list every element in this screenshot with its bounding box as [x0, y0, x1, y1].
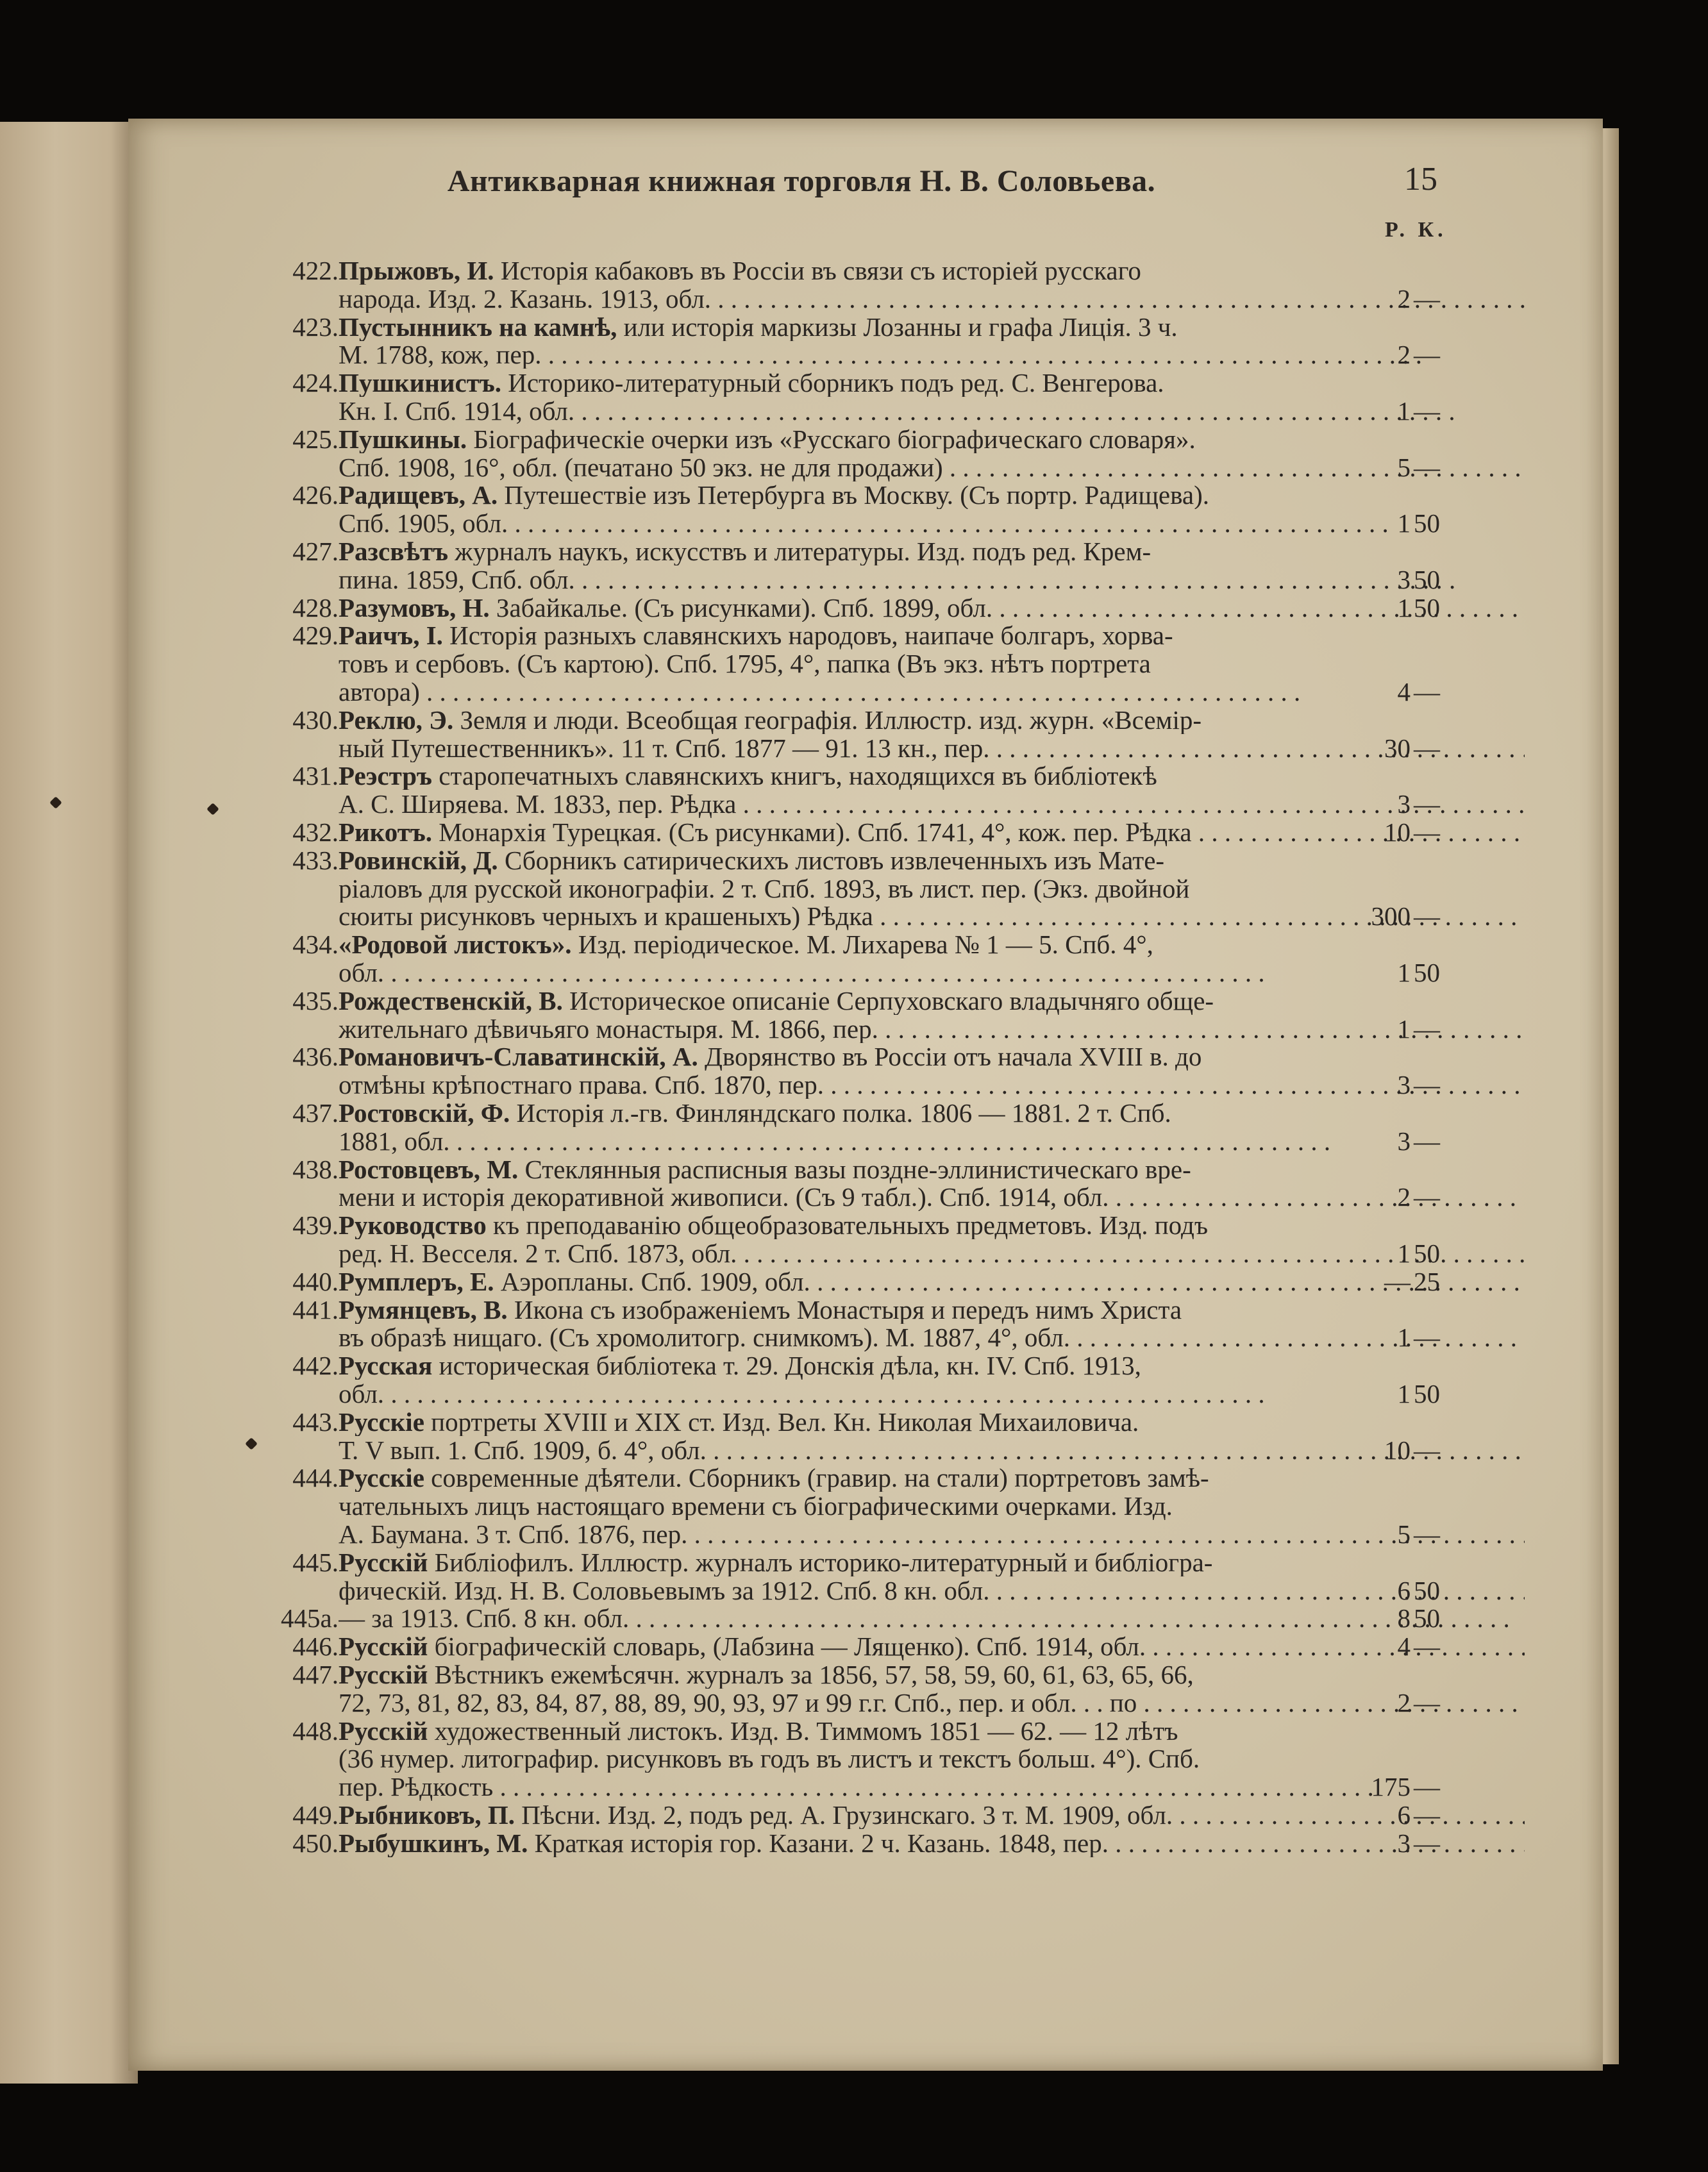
entry-text [339, 1071, 1525, 1099]
entry-description: Путешествіе изъ Петербурга въ Москву. (Съ портр. Радищева). [498, 481, 1210, 510]
entry-number: 429. [292, 621, 339, 651]
price-rubles: 1 [1397, 1379, 1411, 1408]
entry-description: обл. [339, 958, 385, 987]
entry-description: въ образѣ нищаго. (Съ хромолитогр. снимкомъ). М. 1887, 4°, обл. [339, 1323, 1070, 1352]
entry-text [339, 1155, 1570, 1183]
entry-line [256, 1492, 1475, 1520]
entry-text [339, 1548, 1570, 1576]
entry-title: Радищевъ, А. [339, 481, 498, 510]
entry-text [339, 1801, 1525, 1829]
entry-description: Пѣсни. Изд. 2, подъ ред. А. Грузинскаго. 3 т. М. 1909, обл. [515, 1801, 1173, 1829]
entry-description: Біографическіе очерки изъ «Русскаго біографическаго словаря». [467, 424, 1196, 453]
price-kopecks: — [1414, 677, 1440, 706]
entry-description: къ преподаванію общеобразовательныхъ предметовъ. Изд. подъ [486, 1211, 1209, 1240]
entry-description: ред. Н. Весселя. 2 т. Спб. 1873, обл. [339, 1239, 737, 1267]
entry-number: 435. [292, 985, 339, 1015]
entry-description: Икона съ изображеніемъ Монастыря и передъ нимъ Христа [507, 1295, 1182, 1324]
entry-text [339, 1604, 1525, 1632]
entry-line [256, 1548, 1475, 1576]
price-rubles: 2 [1397, 340, 1411, 370]
entry-title: Рождественскій, В. [339, 986, 563, 1015]
entry-number: 440. [292, 1266, 339, 1296]
entry-line [256, 958, 1475, 987]
entry-description: портреты XVIII и XIX ст. Изд. Вел. Кн. Николая Михаиловича. [424, 1407, 1139, 1436]
entry-number: 446. [292, 1632, 339, 1662]
entry-number: 430. [292, 705, 339, 735]
price-kopecks: 25 [1414, 1266, 1440, 1296]
entry-text [339, 1773, 1525, 1801]
entry-line [256, 1351, 1475, 1380]
entry-text [339, 1660, 1570, 1689]
price-kopecks: — [1414, 817, 1440, 847]
entry-text [339, 340, 1525, 369]
entry-description: народа. Изд. 2. Казань. 1913, обл. [339, 284, 712, 313]
entry-text [339, 874, 1570, 903]
entry-number: 424. [292, 368, 339, 398]
entry-number: 441. [292, 1294, 339, 1324]
entry-description: Забайкалье. (Съ рисунками). Спб. 1899, обл. [489, 593, 993, 622]
entry-text [339, 1829, 1525, 1857]
entry-text [339, 509, 1525, 537]
entry-description: фическій. Изд. Н. В. Соловьевымъ за 1912. Спб. 8 кн. обл. [339, 1576, 990, 1605]
entry-title: Романовичъ-Славатинскій, А. [339, 1042, 698, 1071]
entry-line [256, 1183, 1475, 1211]
price-kopecks: — [1414, 1014, 1440, 1044]
entry-text [339, 649, 1570, 678]
price-kopecks: 50 [1414, 508, 1440, 539]
entry-number: 449. [292, 1800, 339, 1830]
entry-line [256, 1717, 1475, 1745]
entry-text [339, 1380, 1525, 1408]
entry-title: Рыбниковъ, П. [339, 1801, 515, 1829]
entry-text [339, 678, 1525, 706]
entry-description: Библіофилъ. Иллюстр. журналъ историко-литературный и библіогра- [428, 1548, 1213, 1576]
entry-line [256, 1464, 1475, 1492]
price-rubles: 3 [1397, 1828, 1411, 1858]
entry-text [339, 1267, 1525, 1296]
page-number: 15 [1404, 161, 1437, 197]
entry-number: 437. [292, 1098, 339, 1128]
entry-title: Разсвѣтъ [339, 537, 449, 565]
entry-text [339, 1717, 1570, 1745]
price-kopecks: — [1414, 396, 1440, 426]
entry-description: Стеклянныя расписныя вазы поздне-эллинистическаго вре- [518, 1155, 1191, 1183]
entry-number: 438. [292, 1154, 339, 1184]
entry-line [256, 649, 1475, 678]
price-column-heading: Р. К. [1385, 218, 1447, 242]
entry-description: чательныхъ лицъ настоящаго времени съ біографическими очерками. Изд. [339, 1492, 1173, 1521]
entry-text [339, 256, 1570, 285]
entry-number: 442. [292, 1351, 339, 1381]
price-kopecks: 50 [1414, 592, 1440, 622]
entry-title: Ростовцевъ, М. [339, 1155, 519, 1183]
entry-description: историческая библіотека т. 29. Донскія дѣла, кн. IV. Спб. 1913, [432, 1351, 1141, 1380]
price-rubles: 2 [1397, 1687, 1411, 1717]
running-head-title: Антикварная книжная торговля Н. В. Соловьева. [447, 164, 1156, 198]
price-rubles: 3 [1397, 1126, 1411, 1156]
entry-text [339, 1099, 1570, 1127]
price-kopecks: 50 [1414, 564, 1440, 594]
entry-text [339, 313, 1570, 341]
price-kopecks: — [1414, 283, 1440, 313]
entry-description: обл. [339, 1380, 385, 1408]
entry-line [256, 1773, 1475, 1801]
price-rubles: 2 [1397, 1182, 1411, 1212]
entry-title: Разумовъ, Н. [339, 593, 490, 622]
entry-line [256, 397, 1475, 425]
entry-title: Русскіе [339, 1464, 424, 1492]
entry-title: Русскій [339, 1548, 428, 1576]
entry-description: пер. Рѣдкость [339, 1773, 494, 1801]
entry-line [256, 537, 1475, 565]
entry-text [339, 1408, 1570, 1436]
entry-line [256, 1829, 1475, 1857]
entry-description: Спб. 1905, обл. [339, 509, 508, 538]
entry-title: Румплеръ, Е. [339, 1267, 494, 1296]
price-kopecks: — [1414, 1126, 1440, 1156]
entry-line [256, 285, 1475, 313]
entry-description: жительнаго дѣвичьяго монастыря. М. 1866, пер. [339, 1014, 878, 1043]
entry-number: 431. [292, 761, 339, 791]
entry-text [339, 397, 1525, 425]
entry-description: Спб. 1908, 16°, обл. (печатано 50 экз. не для продажи) [339, 453, 943, 481]
entry-title: Русская [339, 1351, 433, 1380]
entry-text [339, 285, 1525, 313]
price-kopecks: — [1414, 1800, 1440, 1830]
entry-title: Прыжовъ, И. [339, 256, 494, 285]
entry-description: или исторія маркизы Лозанны и графа Лиція. 3 ч. [617, 312, 1178, 341]
price-rubles: 6 [1397, 1575, 1411, 1605]
entry-text [339, 1492, 1570, 1520]
entry-title: Русскій [339, 1632, 428, 1661]
entry-description: 1881, обл. [339, 1126, 450, 1155]
price-rubles: 1 [1397, 1239, 1411, 1268]
price-kopecks: — [1414, 1687, 1440, 1717]
entry-title: Русскій [339, 1716, 428, 1745]
entry-line [256, 1323, 1475, 1351]
price-kopecks: — [1414, 789, 1440, 819]
entry-number: 444. [292, 1463, 339, 1493]
entry-description: — за 1913. Спб. 8 кн. обл. [339, 1604, 630, 1633]
entry-line [256, 1436, 1475, 1464]
entry-line [256, 1239, 1475, 1267]
price-kopecks: — [1414, 1519, 1440, 1549]
entry-text [339, 762, 1570, 790]
entry-text [339, 1464, 1570, 1492]
entry-line [256, 1604, 1475, 1632]
entry-number: 422. [292, 256, 339, 285]
entry-text [339, 930, 1570, 958]
entry-description: отмѣны крѣпостнаго права. Спб. 1870, пер. [339, 1071, 824, 1099]
entry-description: автора) [339, 678, 420, 706]
entry-description: современные дѣятели. Сборникъ (гравир. на стали) портретовъ замѣ- [424, 1464, 1209, 1492]
entry-title: Рикотъ. [339, 818, 433, 846]
entry-text [339, 1520, 1525, 1548]
price-rubles: 30 [1384, 733, 1411, 763]
price-kopecks: — [1414, 1182, 1440, 1212]
entry-description: ріаловъ для русской иконографіи. 2 т. Спб. 1893, въ лист. пер. (Экз. двойной [339, 874, 1190, 903]
entry-title: «Родовой листокъ». [339, 930, 572, 959]
price-rubles: 300 [1371, 901, 1411, 931]
entry-line [256, 313, 1475, 341]
entry-line [256, 1042, 1475, 1071]
entry-title: Руководство [339, 1211, 487, 1240]
entry-text [339, 1351, 1570, 1380]
price-kopecks: 50 [1414, 1379, 1440, 1408]
price-kopecks: 50 [1414, 958, 1440, 987]
entry-line [256, 706, 1475, 734]
entry-text [339, 1323, 1525, 1351]
entry-line [256, 565, 1475, 594]
entry-description: біографическій словарь, (Лабзина — Лященко). Спб. 1914, обл. [428, 1632, 1146, 1661]
entry-line [256, 369, 1475, 397]
price-rubles: 5 [1397, 452, 1411, 482]
entry-description: мени и исторія декоративной живописи. (Съ 9 табл.). Спб. 1914, обл. [339, 1183, 1109, 1212]
entry-text [339, 425, 1570, 453]
entry-line [256, 678, 1475, 706]
entry-text [339, 818, 1525, 846]
price-rubles: 175 [1371, 1772, 1411, 1802]
entry-line [256, 902, 1475, 930]
entry-number: 447. [292, 1660, 339, 1689]
entry-text [339, 958, 1525, 987]
entry-line [256, 453, 1475, 481]
entry-title: Ровинскій, Д. [339, 846, 498, 874]
price-rubles: 3 [1397, 789, 1411, 819]
entry-text [339, 537, 1570, 565]
entry-line [256, 481, 1475, 509]
price-kopecks: — [1414, 1323, 1440, 1353]
entry-text [339, 987, 1570, 1015]
entry-description: Аэропланы. Спб. 1909, обл. [494, 1267, 810, 1296]
entry-line [256, 1744, 1475, 1773]
entry-line [256, 1660, 1475, 1689]
price-kopecks: — [1414, 733, 1440, 763]
entry-description: Историко-литературный сборникъ подъ ред. С. Венгерова. [501, 369, 1164, 397]
entry-line [256, 1267, 1475, 1296]
entry-text [339, 1576, 1525, 1605]
entry-line [256, 1099, 1475, 1127]
price-rubles: 4 [1397, 1632, 1411, 1662]
price-kopecks: — [1414, 1632, 1440, 1662]
price-rubles: 1 [1397, 592, 1411, 622]
entry-text [339, 734, 1525, 762]
facing-page-edge [0, 122, 138, 2084]
price-rubles: 8 [1397, 1603, 1411, 1633]
entry-title: Русскіе [339, 1407, 424, 1436]
entry-line [256, 1015, 1475, 1043]
price-kopecks: — [1414, 452, 1440, 482]
price-kopecks: — [1414, 1828, 1440, 1858]
entry-description: Исторія разныхъ славянскихъ народовъ, наипаче болгаръ, хорва- [442, 621, 1173, 650]
entry-line [256, 594, 1475, 622]
entry-text [339, 481, 1570, 509]
entry-number: 428. [292, 592, 339, 622]
entry-number: 425. [292, 424, 339, 454]
price-kopecks: — [1414, 901, 1440, 931]
entry-line [256, 1127, 1475, 1155]
entry-line [256, 621, 1475, 649]
entry-text [339, 1127, 1525, 1155]
entry-number: 436. [292, 1042, 339, 1072]
entry-line [256, 987, 1475, 1015]
entry-text [339, 902, 1525, 930]
entry-line [256, 425, 1475, 453]
entry-line [256, 1071, 1475, 1099]
entry-number: 445. [292, 1547, 339, 1577]
entry-number: 433. [292, 845, 339, 875]
entry-description: пина. 1859, Спб. обл. [339, 565, 575, 594]
entry-title: Реклю, Э. [339, 705, 454, 734]
entry-title: Пустынникъ на камнѣ, [339, 312, 617, 341]
price-rubles: 6 [1397, 1800, 1411, 1830]
entry-number: 426. [292, 480, 339, 510]
entry-text [339, 1042, 1570, 1071]
entry-title: Ростовскій, Ф. [339, 1099, 510, 1127]
entry-number: 448. [292, 1716, 339, 1746]
entry-title: Раичъ, І. [339, 621, 443, 650]
entry-number: 423. [292, 312, 339, 342]
entry-line [256, 818, 1475, 846]
entry-number: 427. [292, 537, 339, 566]
price-rubles: 1 [1397, 1014, 1411, 1044]
price-kopecks: 50 [1414, 1603, 1440, 1633]
entry-title: Реэстръ [339, 762, 432, 790]
entry-description: художественный листокъ. Изд. В. Тиммомъ 1851 — 62. — 12 лѣтъ [428, 1716, 1178, 1745]
price-rubles: 2 [1397, 283, 1411, 313]
price-rubles: 5 [1397, 1519, 1411, 1549]
entry-line [256, 256, 1475, 285]
entry-text [339, 594, 1525, 622]
price-rubles: 10 [1384, 1435, 1411, 1465]
entry-text [339, 1239, 1525, 1267]
entry-text [339, 706, 1570, 734]
entry-description: Монархія Турецкая. (Съ рисунками). Спб. 1741, 4°, кож. пер. Рѣдка [432, 818, 1192, 846]
entry-line [256, 1380, 1475, 1408]
entry-title: Русскій [339, 1660, 428, 1689]
entry-description: товъ и сербовъ. (Съ картою). Спб. 1795, 4°, папка (Въ экз. нѣтъ портрета [339, 649, 1151, 678]
price-kopecks: 50 [1414, 1575, 1440, 1605]
entry-description: ный Путешественникъ». 11 т. Спб. 1877 — 91. 13 кн., пер. [339, 733, 990, 762]
entry-description: сюиты рисунковъ черныхъ и крашеныхъ) Рѣдка [339, 902, 873, 931]
entry-line [256, 734, 1475, 762]
entry-number: 439. [292, 1210, 339, 1241]
price-kopecks: — [1414, 1070, 1440, 1100]
entry-text [339, 846, 1570, 874]
entry-text [339, 1296, 1570, 1324]
entry-text [339, 565, 1525, 594]
entry-text [339, 790, 1525, 818]
entry-line [256, 1155, 1475, 1183]
entry-number: 432. [292, 817, 339, 847]
entry-text [339, 1183, 1525, 1211]
entry-line [256, 340, 1475, 369]
entry-description: журналъ наукъ, искусствъ и литературы. Изд. подъ ред. Крем- [448, 537, 1151, 565]
price-rubles: 1 [1397, 508, 1411, 539]
entry-line [256, 1520, 1475, 1548]
entry-description: Т. V вып. 1. Спб. 1909, б. 4°, обл. [339, 1435, 707, 1464]
entry-description: Исторія кабаковъ въ Россіи въ связи съ исторіей русскаго [494, 256, 1141, 285]
entry-title: Рыбушкинъ, М. [339, 1828, 528, 1857]
entry-description: Исторія л.-гв. Финляндскаго полка. 1806 — 1881. 2 т. Спб. [510, 1099, 1171, 1127]
entry-description: А. Баумана. 3 т. Спб. 1876, пер. [339, 1520, 688, 1548]
entry-line [256, 509, 1475, 537]
entry-text [339, 1744, 1570, 1773]
entry-text [339, 453, 1525, 481]
entry-description: Сборникъ сатирическихъ листовъ извлеченныхъ изъ Мате- [498, 846, 1165, 874]
entry-text [339, 1015, 1525, 1043]
entry-title: Румянцевъ, В. [339, 1295, 508, 1324]
price-rubles: 4 [1397, 677, 1411, 706]
entry-description: Вѣстникъ ежемѣсячн. журналъ за 1856, 57, 58, 59, 60, 61, 63, 65, 66, [428, 1660, 1194, 1689]
price-rubles: 3 [1397, 564, 1411, 594]
entry-text [339, 1436, 1525, 1464]
entry-description: М. 1788, кож, пер. [339, 340, 542, 369]
entry-line [256, 1689, 1475, 1717]
price-kopecks: — [1414, 1435, 1440, 1465]
entry-line [256, 790, 1475, 818]
price-kopecks: 50 [1414, 1239, 1440, 1268]
price-rubles: 3 [1397, 1070, 1411, 1100]
entry-text [339, 1632, 1525, 1660]
entry-line [256, 762, 1475, 790]
entry-line [256, 1576, 1475, 1605]
entry-description: Краткая исторія гор. Казани. 2 ч. Казань. 1848, пер. [528, 1828, 1109, 1857]
entry-text [339, 1211, 1570, 1239]
entry-description: Изд. періодическое. М. Лихарева № 1 — 5. Спб. 4°, [571, 930, 1153, 959]
entry-description: старопечатныхъ славянскихъ книгъ, находящихся въ библіотекѣ [431, 762, 1157, 790]
entry-line [256, 1296, 1475, 1324]
entry-title: Пушкины. [339, 424, 467, 453]
entry-description: 72, 73, 81, 82, 83, 84, 87, 88, 89, 90, 93, 97 и 99 г.г. Спб., пер. и обл. . . по [339, 1688, 1137, 1717]
price-rubles: 1 [1397, 958, 1411, 987]
price-rubles: 10 [1384, 817, 1411, 847]
entry-description: А. С. Ширяева. М. 1833, пер. Рѣдка [339, 790, 737, 819]
price-rubles: — [1384, 1266, 1411, 1296]
entry-description: Историческое описаніе Серпуховскаго владычняго обще- [562, 986, 1214, 1015]
entry-description: (36 нумер. литографир. рисунковъ въ годъ въ листъ и текстъ больш. 4°). Спб. [339, 1744, 1200, 1773]
entry-description: Кн. I. Спб. 1914, обл. [339, 397, 575, 425]
price-kopecks: — [1414, 340, 1440, 370]
entry-number: 434. [292, 930, 339, 960]
entry-text [339, 621, 1570, 649]
price-rubles: 1 [1397, 396, 1411, 426]
entry-description: Земля и люди. Всеобщая географія. Иллюстр. изд. журн. «Всемір- [453, 705, 1202, 734]
entry-line [256, 1211, 1475, 1239]
entry-line [256, 930, 1475, 958]
entry-number: 450. [292, 1828, 339, 1858]
entry-line [256, 874, 1475, 903]
price-kopecks: — [1414, 1772, 1440, 1802]
entry-line [256, 1801, 1475, 1829]
entry-number: 443. [292, 1407, 339, 1437]
entry-line [256, 1632, 1475, 1660]
entry-text [339, 369, 1570, 397]
entry-line [256, 1408, 1475, 1436]
entry-title: Пушкинистъ. [339, 369, 501, 397]
entry-description: Дворянство въ Россіи отъ начала XVIII в. до [698, 1042, 1202, 1071]
entry-text [339, 1689, 1525, 1717]
entry-number: 445а. [281, 1603, 339, 1633]
entry-line [256, 846, 1475, 874]
price-rubles: 1 [1397, 1323, 1411, 1353]
